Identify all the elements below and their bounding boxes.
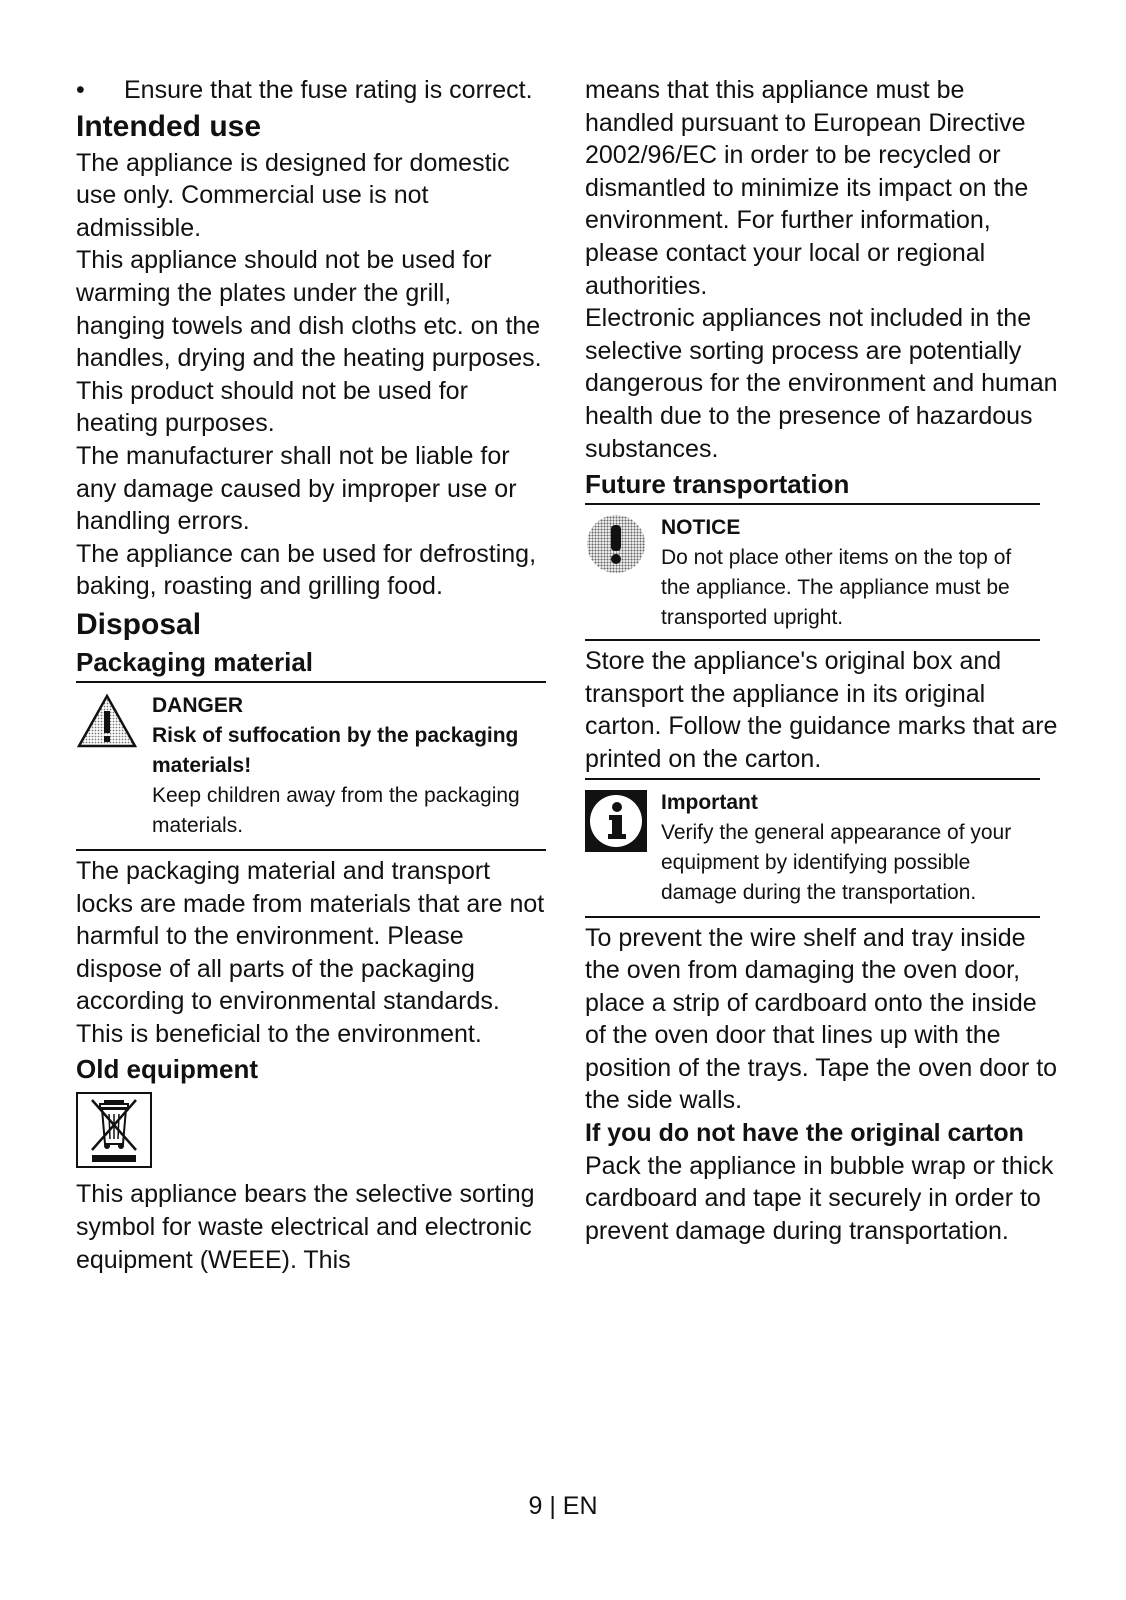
exclamation-circle-icon <box>585 513 647 580</box>
important-title: Important <box>661 790 758 814</box>
notice-text: Do not place other items on the top of the appliance. The appliance must be transported upright. <box>661 546 1012 630</box>
prevent-damage-paragraph: To prevent the wire shelf and tray inside the oven from damaging the oven door, place a strip of cardboard onto the inside of the oven door that lines up with the position of the trays. Tape the oven door to the side walls. <box>585 923 1058 1115</box>
notice-bottom-rule <box>585 639 1040 641</box>
info-icon <box>585 790 647 857</box>
intended-use-paragraph-4: The manufacturer shall not be liable for any damage caused by improper use or handling errors. <box>76 441 517 536</box>
electronic-appliances-paragraph: Electronic appliances not included in the selective sorting process are potentially dangerous for the environment and human health due to the presence of hazardous substances. <box>585 304 1058 463</box>
left-column <box>76 74 546 1276</box>
no-carton-subheading: If you do not have the original carton <box>585 1119 1024 1148</box>
notice-callout <box>585 505 1041 639</box>
packaging-paragraph: The packaging material and transport locks are made from materials that are not harmful to the environment. Please dispose of all parts of the packaging according to environmental standards. This is beneficial to the environment. <box>76 856 545 1048</box>
intended-use-paragraph-5: The appliance can be used for defrosting, baking, roasting and grilling food. <box>76 539 537 601</box>
important-bottom-rule <box>585 916 1040 918</box>
danger-callout <box>76 683 546 849</box>
packaging-material-heading: Packaging material <box>76 646 313 677</box>
danger-bold-text: Risk of suffocation by the packaging materials! <box>152 723 519 777</box>
disposal-heading: Disposal <box>76 607 202 641</box>
notice-title: NOTICE <box>661 516 741 540</box>
old-equipment-heading: Old equipment <box>76 1054 258 1085</box>
bullet-symbol: • <box>76 76 85 104</box>
intended-use-paragraph-1: The appliance is designed for domestic use only. Commercial use is not admissible. <box>76 148 510 242</box>
no-carton-paragraph: Pack the appliance in bubble wrap or thick cardboard and tape it securely in order to prevent damage during transportation. <box>585 1151 1054 1245</box>
store-box-paragraph: Store the appliance's original box and transport the appliance in its original carton. Follow the guidance marks that are printed on the carton. <box>585 647 1058 773</box>
important-callout <box>585 780 1041 916</box>
fuse-bullet-text: Ensure that the fuse rating is correct. <box>124 76 533 104</box>
danger-text: Keep children away from the packaging materials. <box>152 783 520 837</box>
weee-bin-icon <box>76 1092 152 1168</box>
future-transportation-heading: Future transportation <box>585 469 850 500</box>
old-equipment-paragraph: This appliance bears the selective sorting symbol for waste electrical and electronic equipment (WEEE). This <box>76 1180 535 1274</box>
intended-use-paragraph-3: This product should not be used for heating purposes. <box>76 376 468 438</box>
page-number-footer: 9 | EN <box>528 1492 598 1520</box>
intended-use-heading: Intended use <box>76 109 262 143</box>
warning-triangle-icon <box>76 693 138 754</box>
right-column <box>585 74 1060 1247</box>
weee-directive-paragraph: means that this appliance must be handled pursuant to European Directive 2002/96/EC in order to be recycled or dismantled to minimize its impact on the environment. For further information, please contact your local or regional authorities. <box>585 76 1029 300</box>
fuse-bullet-item <box>76 74 546 107</box>
danger-title: DANGER <box>152 693 244 717</box>
important-text: Verify the general appearance of your equipment by identifying possible damage during the transportation. <box>661 820 1012 904</box>
danger-bottom-rule <box>76 849 546 851</box>
intended-use-paragraph-2: This appliance should not be used for warming the plates under the grill, hanging towels and dish cloths etc. on the handles, drying and the heating purposes. <box>76 246 542 373</box>
